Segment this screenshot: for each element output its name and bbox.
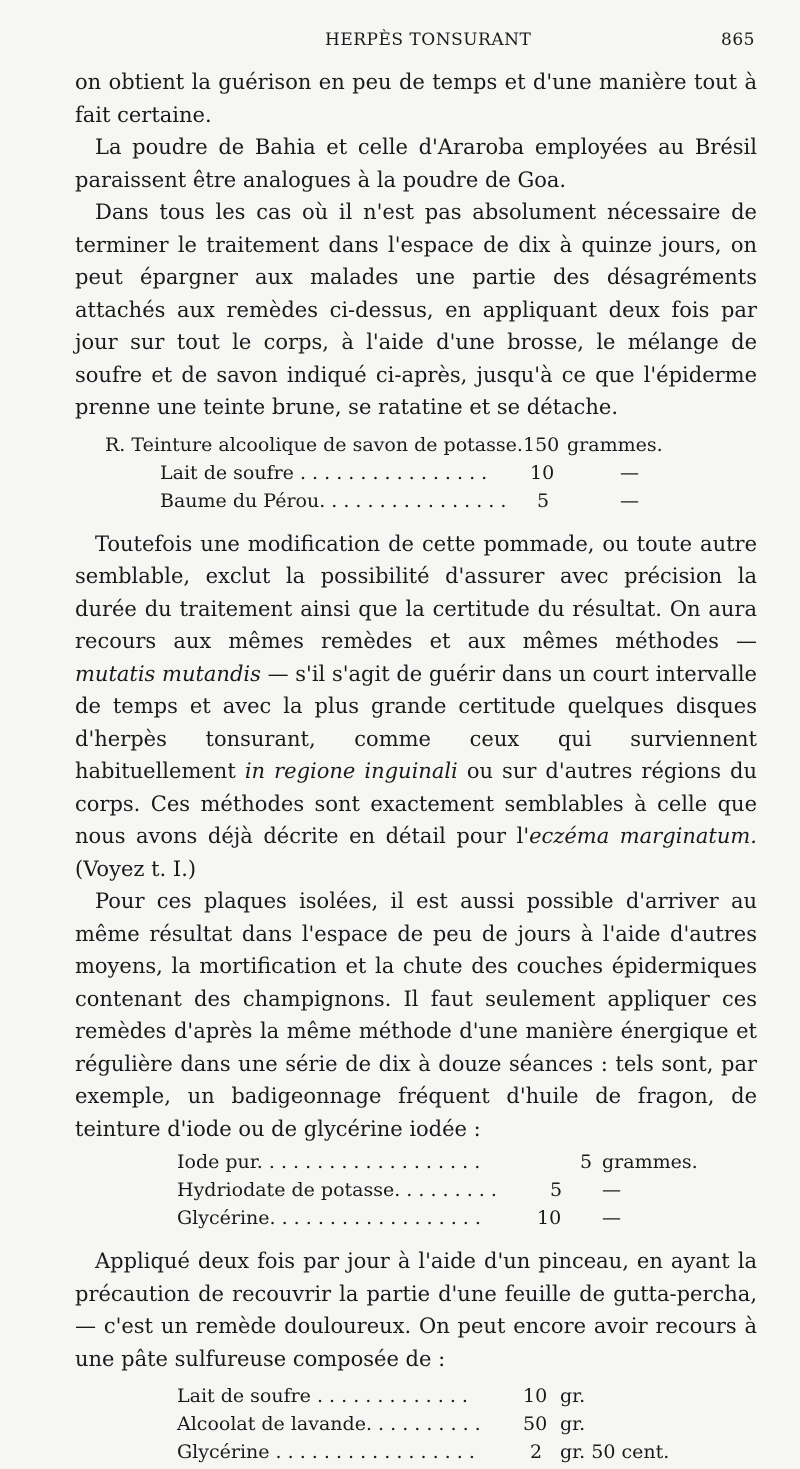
ingredient-unit: — [620, 461, 639, 484]
ingredient-name: R. Teinture alcoolique de savon de potasse. [105, 433, 523, 456]
ingredient-unit: — [620, 489, 639, 512]
paragraph-6: Appliqué deux fois par jour à l'aide d'un pinceau, en ayant la précaution de recouvrir la partie d'une feuille de gutta-percha, — c'est un remède douloureux. On peut encore avoir recours à une pâte sulfureuse composée de : [75, 1249, 757, 1371]
paragraph-4 [75, 528, 757, 886]
formula-1-row [75, 490, 757, 518]
formula-2-row [75, 1151, 757, 1179]
ingredient-quantity: 2 [530, 1441, 543, 1463]
ingredient-unit: grammes. [602, 1151, 698, 1173]
ingredient-unit: — [602, 1207, 621, 1229]
formula-2-row [75, 1179, 757, 1207]
disease-name: eczéma marginatum. [529, 824, 757, 848]
ingredient-quantity: 10 [537, 1207, 562, 1229]
ingredient-unit: — [602, 1179, 621, 1201]
ingredient-unit: gr. [560, 1385, 586, 1407]
ingredient-name: Hydriodate de potasse. . . . . . . . . [177, 1179, 497, 1201]
latin-phrase: mutatis mutandis [75, 661, 261, 686]
formula-3 [75, 1385, 757, 1469]
paragraph-4-text: ou sur d'autres régions du corps. Ces méthodes sont exactement semblables à celle que nous avons déjà décrite en détail pour l' [75, 759, 758, 848]
formula-1 [75, 434, 757, 518]
running-header [75, 30, 755, 54]
formula-1-row [75, 462, 757, 490]
ingredient-name: Baume du Pérou. . . . . . . . . . . . . . . . [160, 489, 507, 512]
paragraph-4-text: Toutefois une modification de cette pommade, ou toute autre semblable, exclut la possibilité d'assurer avec précision la durée du traitement ainsi que la certitude du résultat. On aura recours aux mêmes remèdes et aux mêmes méthodes — [75, 531, 757, 653]
ingredient-quantity: 150 [523, 433, 560, 456]
formula-2-row [75, 1207, 757, 1235]
ingredient-unit: grammes. [567, 433, 663, 456]
ingredient-unit: gr. [560, 1413, 586, 1435]
ingredient-unit: gr. 50 cent. [560, 1441, 670, 1463]
paragraph-3: Dans tous les cas où il n'est pas absolument nécessaire de terminer le traitement dans l'espace de dix à quinze jours, on peut épargner aux malades une partie des désagréments attachés aux remèdes ci-dessus, en appliquant deux fois par jour sur tout le corps, à l'aide d'une brosse, le mélange de soufre et de savon indiqué ci-après, jusqu'à ce que l'épiderme prenne une teinte brune, se ratatine et se détache. [75, 200, 757, 419]
ingredient-name: Iode pur. . . . . . . . . . . . . . . . . . . [177, 1151, 481, 1173]
page-number: 865 [721, 30, 755, 50]
ingredient-name: Glycérine . . . . . . . . . . . . . . . . . [177, 1441, 475, 1463]
paragraph-4-text: (Voyez t. I.) [75, 856, 197, 881]
formula-3-row [75, 1413, 757, 1441]
ingredient-quantity: 5 [550, 1179, 563, 1201]
ingredient-quantity: 5 [537, 489, 550, 512]
formula-3-row [75, 1385, 757, 1413]
ingredient-name: Lait de soufre . . . . . . . . . . . . . . . . [160, 461, 488, 484]
ingredient-quantity: 5 [580, 1151, 593, 1173]
latin-phrase: in regione inguinali [244, 759, 458, 783]
ingredient-name: Alcoolat de lavande. . . . . . . . . . [177, 1413, 481, 1435]
running-title: HERPÈS TONSURANT [325, 30, 532, 50]
paragraph-1: on obtient la guérison en peu de temps et d'une manière tout à fait certaine. [75, 70, 757, 127]
paragraph-2: La poudre de Bahia et celle d'Araroba employées au Brésil paraissent être analogues à la poudre de Goa. [75, 135, 757, 192]
ingredient-quantity: 10 [530, 461, 555, 484]
formula-1-row [75, 434, 757, 462]
formula-3-row [75, 1441, 757, 1469]
ingredient-quantity: 50 [523, 1413, 548, 1435]
ingredient-name: Lait de soufre . . . . . . . . . . . . . [177, 1385, 468, 1407]
page-body [75, 66, 757, 1469]
paragraph-5: Pour ces plaques isolées, il est aussi possible d'arriver au même résultat dans l'espace de peu de jours à l'aide d'autres moyens, la mortification et la chute des couches épidermiques contenant des champignons. Il faut seulement appliquer ces remèdes d'après la même méthode d'une manière énergique et régulière dans une série de dix à douze séances : tels sont, par exemple, un badigeonnage fréquent d'huile de fragon, de teinture d'iode ou de glycérine iodée : [75, 889, 757, 1141]
ingredient-name: Glycérine. . . . . . . . . . . . . . . . . . [177, 1207, 481, 1229]
formula-2 [75, 1151, 757, 1235]
ingredient-quantity: 10 [523, 1385, 548, 1407]
paragraph-4-text: — s'il s'agit de guérir dans un court intervalle de temps et avec la plus grande certitude quelques disques d'herpès tonsurant, comme ceux qui surviennent habituellement [75, 661, 757, 783]
